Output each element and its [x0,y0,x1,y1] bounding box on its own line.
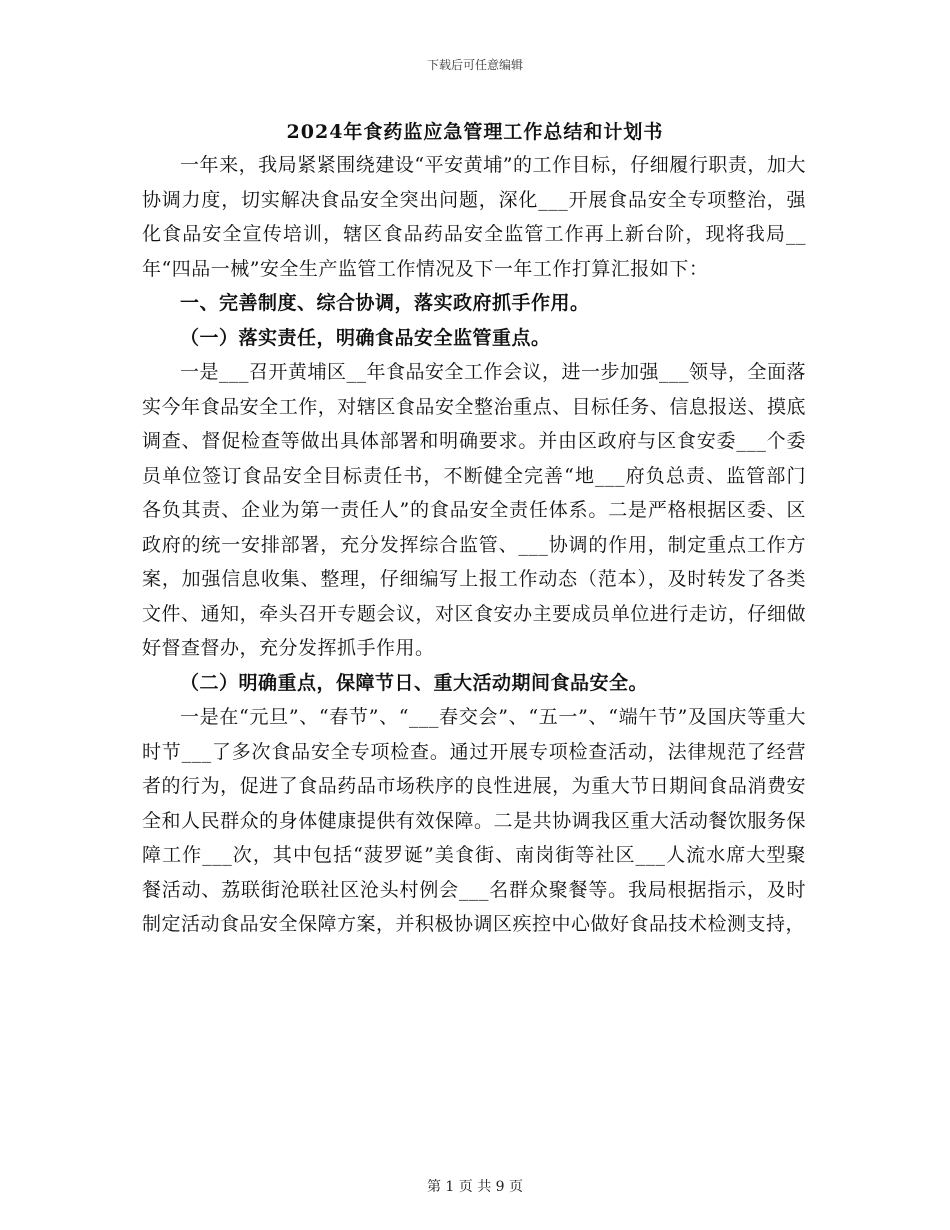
page-footer: 第 1 页 共 9 页 [426,1179,524,1195]
document-title: 2024年食药监应急管理工作总结和计划书 [286,121,664,143]
subsection-2-paragraph: 一是在“元旦”、“春节”、“___春交会”、“五一”、“端午节”及国庆等重大时节___了多次食品安全专项检查。通过开展专项检查活动，法律规范了经营者的行为，促进了食品药品市场秩序的良性进展，为重大节日期间食品消费安全和人民群众的身体健康提供有效保障。二是共协调我区重大活动餐饮服务保障工作___次，其中包括“菠罗诞”美食街、南岗街等社区___人流水席大型聚餐活动、荔联街沧联社区沧头村例会___名群众聚餐等。我局根据指示，及时制定活动食品安全保障方案，并积极协调区疾控中心做好食品技术检测支持， [142,706,806,935]
intro-paragraph: 一年来，我局紧紧围绕建设“平安黄埔”的工作目标，仔细履行职责，加大协调力度，切实解决食品安全突出问题，深化___开展食品安全专项整治，强化食品安全宣传培训，辖区食品药品安全监管工作再上新台阶，现将我局__年“四品一械”安全生产监管工作情况及下一年工作打算汇报如下： [142,154,806,280]
document-body [142,148,806,942]
section-1-heading: 一、完善制度、综合协调，落实政府抓手作用。 [180,292,590,314]
subsection-2-heading: （二）明确重点，保障节日、重大活动期间食品安全。 [180,671,649,694]
subsection-1-heading: （一）落实责任，明确食品安全监管重点。 [180,326,551,349]
header-note: 下载后可任意编辑 [426,58,523,72]
subsection-1-paragraph: 一是___召开黄埔区__年食品安全工作会议，进一步加强___领导，全面落实今年食品安全工作，对辖区食品安全整治重点、目标任务、信息报送、摸底调查、督促检查等做出具体部署和明确要求。并由区政府与区食安委___个委员单位签订食品安全目标责任书，不断健全完善“地___府负总责、监管部门各负其责、企业为第一责任人”的食品安全责任体系。二是严格根据区委、区政府的统一安排部署，充分发挥综合监管、___协调的作用，制定重点工作方案，加强信息收集、整理，仔细编写上报工作动态（范本），及时转发了各类文件、通知，牵头召开专题会议，对区食安办主要成员单位进行走访，仔细做好督查督办，充分发挥抓手作用。 [142,361,807,659]
